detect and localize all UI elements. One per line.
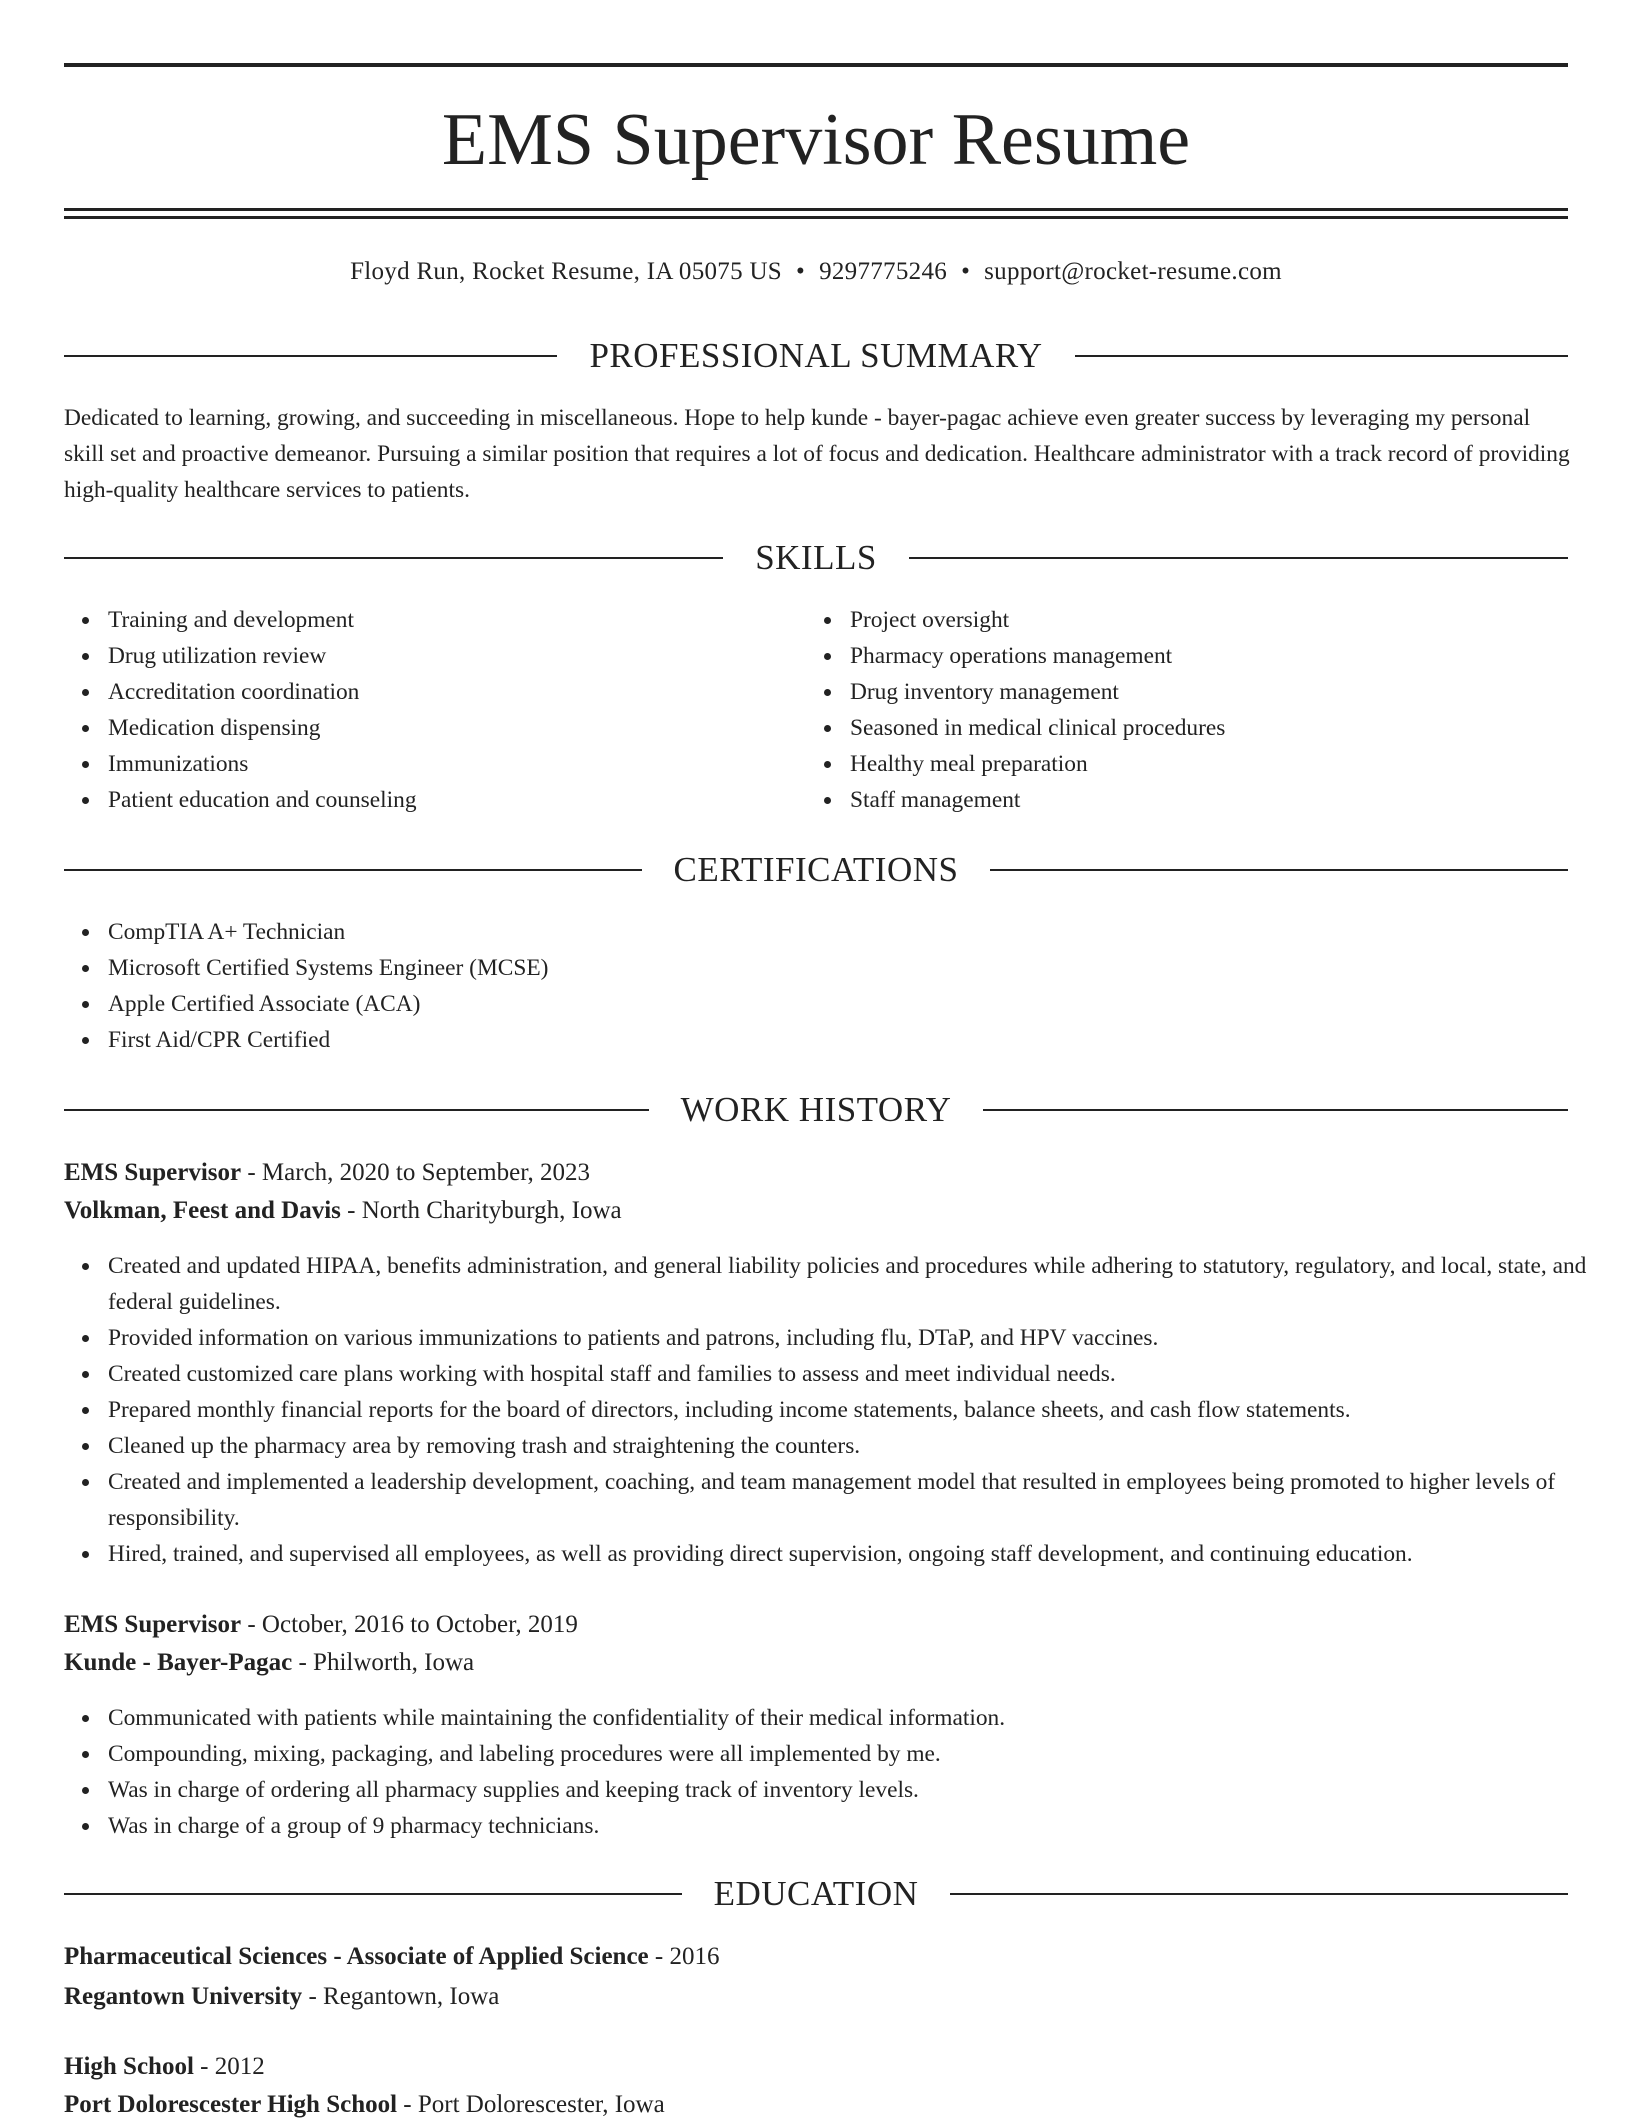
skills-list-right <box>806 602 1590 818</box>
education-degree-line <box>64 1938 719 1976</box>
education-degree-line <box>64 2048 265 2086</box>
skill-item: Seasoned in medical clinical procedures <box>850 710 1590 746</box>
contact-line <box>64 254 1568 290</box>
skills-heading-text: SKILLS <box>755 538 877 577</box>
education-school: Port Dolorescester High School <box>64 2091 398 2118</box>
skill-item: Healthy meal preparation <box>850 746 1590 782</box>
skill-item: Accreditation coordination <box>108 674 798 710</box>
job-bullet: Communicated with patients while maintaining the confidentiality of their medical information. <box>108 1700 1618 1736</box>
heading-rule <box>950 1893 1568 1895</box>
job-bullets <box>64 1248 1618 1572</box>
skill-item: Project oversight <box>850 602 1590 638</box>
job-bullet: Compounding, mixing, packaging, and labeling procedures were all implemented by me. <box>108 1736 1618 1772</box>
job-location: - North Charityburgh, Iowa <box>340 1197 622 1224</box>
education-heading-text: EDUCATION <box>713 1874 919 1913</box>
job-title: EMS Supervisor <box>64 1611 242 1638</box>
double-rule-upper <box>64 208 1568 211</box>
heading-rule <box>64 1893 682 1895</box>
heading-rule <box>64 1109 649 1111</box>
heading-rule <box>1075 355 1568 357</box>
education-year: - 2016 <box>648 1943 720 1970</box>
skill-item: Medication dispensing <box>108 710 798 746</box>
summary-heading-text: PROFESSIONAL SUMMARY <box>589 336 1043 375</box>
job-bullet: Provided information on various immunizations to patients and patrons, including flu, DTaP, and HPV vaccines. <box>108 1320 1618 1356</box>
job-dates: - March, 2020 to September, 2023 <box>241 1159 591 1186</box>
skill-item: Immunizations <box>108 746 798 782</box>
job-location: - Philworth, Iowa <box>292 1649 475 1676</box>
job-dates: - October, 2016 to October, 2019 <box>241 1611 578 1638</box>
skill-item: Patient education and counseling <box>108 782 798 818</box>
heading-rule <box>64 355 557 357</box>
job-bullet: Created and updated HIPAA, benefits administration, and general liability policies and procedures while adhering to statutory, regulatory, and local, state, and federal guidelines. <box>108 1248 1618 1320</box>
skill-item: Drug utilization review <box>108 638 798 674</box>
summary-heading <box>64 334 1568 378</box>
skill-item: Staff management <box>850 782 1590 818</box>
skills-heading <box>64 536 1568 580</box>
heading-rule <box>983 1109 1568 1111</box>
skill-item: Training and development <box>108 602 798 638</box>
job-bullets <box>64 1700 1618 1844</box>
job-title-line <box>64 1154 590 1192</box>
heading-rule <box>64 869 642 871</box>
education-location: - Regantown, Iowa <box>302 1983 500 2010</box>
skill-item: Drug inventory management <box>850 674 1590 710</box>
contact-phone: 9297775246 <box>819 258 948 285</box>
job-bullet: Created customized care plans working with hospital staff and families to assess and meet individual needs. <box>108 1356 1618 1392</box>
skill-item: Pharmacy operations management <box>850 638 1590 674</box>
certifications-heading-text: CERTIFICATIONS <box>673 850 959 889</box>
job-bullet: Prepared monthly financial reports for the board of directors, including income statements, balance sheets, and cash flow statements. <box>108 1392 1618 1428</box>
heading-rule <box>909 557 1568 559</box>
job-bullet: Hired, trained, and supervised all employees, as well as providing direct supervision, ongoing staff development, and continuing education. <box>108 1536 1618 1572</box>
education-location: - Port Dolorescester, Iowa <box>397 2091 665 2118</box>
resume-title: EMS Supervisor Resume <box>441 99 1191 181</box>
certification-item: First Aid/CPR Certified <box>108 1022 1508 1058</box>
contact-address: Floyd Run, Rocket Resume, IA 05075 US <box>350 258 782 285</box>
top-rule <box>64 63 1568 67</box>
job-company-line <box>64 1644 474 1682</box>
education-school-line <box>64 1978 499 2016</box>
job-company: Volkman, Feest and Davis <box>64 1197 341 1224</box>
education-school: Regantown University <box>64 1983 303 2010</box>
double-rule-lower <box>64 216 1568 219</box>
certifications-heading <box>64 848 1568 892</box>
heading-rule <box>64 557 723 559</box>
certification-item: Apple Certified Associate (ACA) <box>108 986 1508 1022</box>
education-year: - 2012 <box>193 2053 265 2080</box>
contact-separator: • <box>961 258 971 285</box>
contact-email: support@rocket-resume.com <box>984 258 1282 285</box>
job-title: EMS Supervisor <box>64 1159 242 1186</box>
education-degree: Pharmaceutical Sciences - Associate of Applied Science <box>64 1943 649 1970</box>
job-bullet: Cleaned up the pharmacy area by removing trash and straightening the counters. <box>108 1428 1618 1464</box>
job-company-line <box>64 1192 622 1230</box>
job-title-line <box>64 1606 578 1644</box>
education-school-line <box>64 2086 665 2124</box>
heading-rule <box>990 869 1568 871</box>
education-degree: High School <box>64 2053 194 2080</box>
job-company: Kunde - Bayer-Pagac <box>64 1649 293 1676</box>
certification-item: CompTIA A+ Technician <box>108 914 1508 950</box>
job-bullet: Created and implemented a leadership development, coaching, and team management model that resulted in employees being promoted to higher levels of responsibility. <box>108 1464 1618 1536</box>
job-bullet: Was in charge of a group of 9 pharmacy technicians. <box>108 1808 1618 1844</box>
certification-item: Microsoft Certified Systems Engineer (MCSE) <box>108 950 1508 986</box>
education-heading <box>64 1872 1568 1916</box>
work-heading <box>64 1088 1568 1132</box>
skills-list-left <box>64 602 798 818</box>
certifications-list <box>64 914 1508 1058</box>
work-heading-text: WORK HISTORY <box>680 1090 952 1129</box>
contact-separator: • <box>796 258 806 285</box>
summary-text: Dedicated to learning, growing, and succeeding in miscellaneous. Hope to help kunde - bayer-pagac achieve even greater success by leveraging my personal skill set and proactive demeanor. Pursuing a similar position that requires a lot of focus and dedication. Healthcare administrator with a track record of providing high-quality healthcare services to patients. <box>64 405 1570 503</box>
job-bullet: Was in charge of ordering all pharmacy supplies and keeping track of inventory levels. <box>108 1772 1618 1808</box>
